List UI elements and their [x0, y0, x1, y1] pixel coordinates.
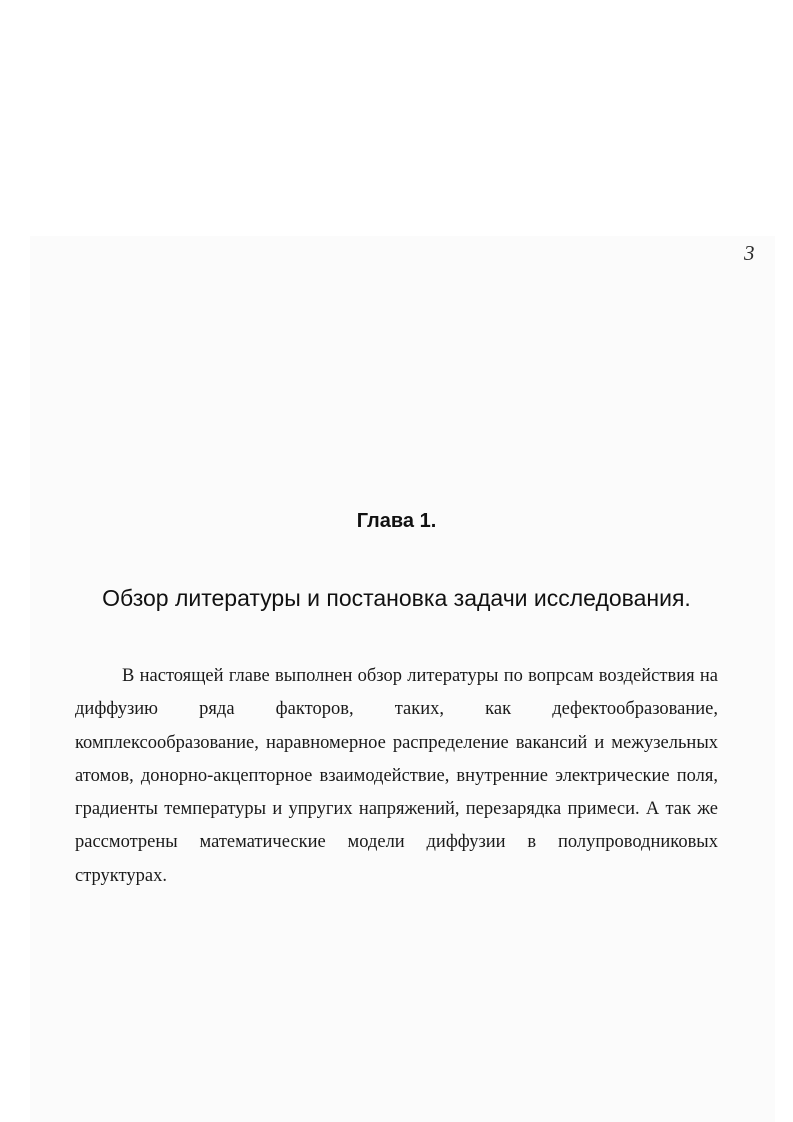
body-paragraph: В настоящей главе выполнен обзор литературы по вопрсам воздействия на диффузию ряда факторов, таких, как дефектообразование, комплексообразование, наравномерное распределение вакансий и межузельных атомов, донорно-акцепторное взаимодействие, внутренние электрические поля, градиенты температуры и упругих напряжений, перезарядка примеси. А так же рассмотрены математические модели диффузии в полупроводниковых структурах. [75, 666, 718, 886]
chapter-title: Обзор литературы и постановка задачи исследования. [102, 585, 691, 611]
chapter-label: Глава 1. [356, 510, 437, 532]
page-number: 3 [744, 241, 755, 265]
